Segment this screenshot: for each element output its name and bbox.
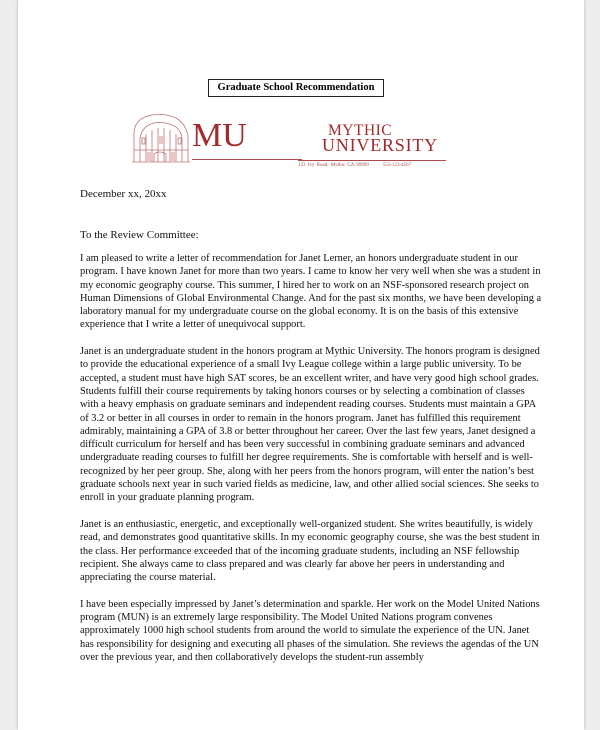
university-logo (130, 108, 450, 172)
logo-initials: MU (192, 117, 247, 154)
letter-date: December xx, 20xx (80, 188, 167, 200)
logo-name-line1: MYTHIC (328, 122, 393, 139)
document-title: Graduate School Recommendation (208, 79, 384, 97)
logo-rule (192, 159, 302, 160)
logo-divider (298, 160, 446, 161)
logo-name-line2: UNIVERSITY (322, 135, 438, 155)
letter-body (80, 252, 542, 678)
letter-page (18, 0, 584, 730)
salutation: To the Review Committee: (80, 229, 199, 241)
paragraph: I am pleased to write a letter of recommendation for Janet Lerner, an honors undergraduate student in our program. I have known Janet for more than two years. I came to know her very well when she was a student in my economic geography course. This summer, I hired her to work on an NSF-sponsored research project on Human Dimensions of Global Environmental Change. And for the past six months, we have been developing a laboratory manual for my undergraduate course on the global economy. It is on the basis of this extensive experience that I write a letter of unequivocal support. (80, 253, 542, 331)
paragraph: Janet is an undergraduate student in the honors program at Mythic University. The honors program is designed to provide the educational experience of a small Ivy League college within a large public university. To be accepted, a student must have high SAT scores, be an excellent writer, and have very good high school grades. Students fulfill their course requirements by taking honors courses or by selecting a combination of classes with a heavy emphasis on graduate seminars and independent reading courses. Students must maintain a GPA of 3.2 or better in all courses in order to remain in the honors program. Janet has fulfilled this requirement admirably, maintaining a GPA of 3.8 or better throughout her career. Over the last few years, Janet designed a difficult curriculum for herself and has been very successful in combining graduate seminars and advanced undergraduate reading courses to fulfill her degree requirements. She is comfortable with herself and is well-recognized by her peer group. She, along with her peers from the honors program, will enter the nation’s best graduate schools next year in such varied fields as medicine, law, and other allied social sciences. She seeks to enroll in your graduate planning program. (80, 346, 540, 504)
paragraph: Janet is an enthusiastic, energetic, and exceptionally well-organized student. She writes beautifully, is widely read, and demonstrates good quantitative skills. In my economic geography course, she was the best student in the class. Her performance exceeded that of the incoming graduate students, including an NSF fellowship recipient. She always came to class prepared and was clearly far above her peers in understanding and appreciating the course material. (80, 518, 540, 584)
logo-address: 123 Ivy Road, Mythic CA 99999 (298, 163, 369, 168)
building-icon (130, 110, 194, 170)
paragraph: I have been especially impressed by Janet’s determination and sparkle. Her work on the Model United Nations program (MUN) is an extremely large responsibility. The Model United Nations program convenes approximately 1000 high school students from around the world to simulate the experience of the UN. Janet has responsibility for designing and executing all phases of the simulation. She reviews the agendas of the UN over the previous year, and then collaboratively develops the student-run assembly (80, 598, 540, 663)
logo-contact (298, 163, 411, 168)
logo-phone: 555-123-4567 (382, 163, 412, 168)
